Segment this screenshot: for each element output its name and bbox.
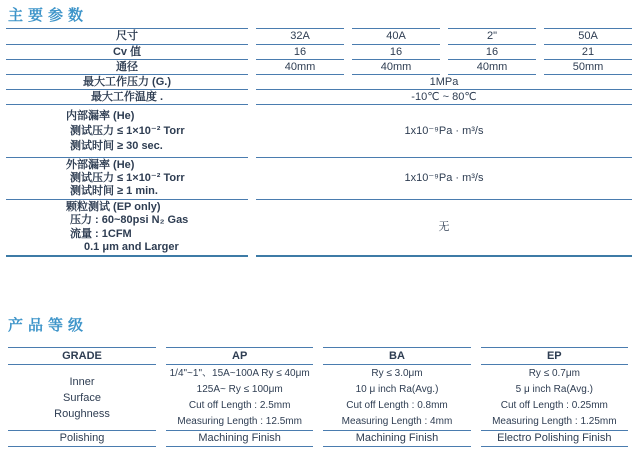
cell-max-temp: -10℃ ~ 80℃ [256, 90, 632, 105]
row-label-max-pressure: 最大工作压力 (G.) [6, 75, 248, 90]
polishing-label: Polishing [8, 431, 156, 447]
row-label-cv: Cv 值 [6, 45, 248, 60]
row-label-size: 尺寸 [6, 28, 248, 45]
table-row-outer-leak [6, 158, 632, 200]
roughness-ap-cell [166, 365, 313, 431]
cell-size-40a: 40A [352, 28, 440, 45]
ba-spec-line: 10 μ inch Ra(Avg.) [355, 383, 439, 395]
inner-leak-line: 测试时间 ≥ 30 sec. [70, 139, 163, 152]
grade-header-row [8, 347, 628, 365]
cell-bore-3: 40mm [448, 60, 536, 75]
roughness-ep-cell [481, 365, 628, 431]
cell-particle: 无 [256, 200, 632, 257]
main-parameters-table [6, 28, 632, 257]
ep-spec-line: 5 μ inch Ra(Avg.) [515, 383, 593, 395]
header-ap: AP [166, 347, 313, 365]
table-row-size [6, 28, 632, 45]
table-row-bore [6, 60, 632, 75]
row-label-particle [6, 200, 248, 257]
roughness-label-line: Roughness [54, 407, 110, 420]
polishing-ba: Machining Finish [323, 431, 470, 447]
table-row-max-pressure [6, 75, 632, 90]
ep-spec-line: Cut off Length : 0.25mm [500, 399, 608, 411]
ba-spec-line: Measuring Length : 4mm [341, 415, 453, 427]
particle-line: 颗粒测试 (EP only) [66, 200, 161, 213]
cell-size-32a: 32A [256, 28, 344, 45]
cell-size-50a: 50A [544, 28, 632, 45]
inner-leak-line: 测试压力 ≤ 1×10⁻² Torr [70, 124, 185, 137]
cell-max-pressure: 1MPa [256, 75, 632, 90]
cell-cv-4: 21 [544, 45, 632, 60]
roughness-row [8, 365, 628, 431]
roughness-ba-cell [323, 365, 470, 431]
header-ba: BA [323, 347, 470, 365]
polishing-row [8, 431, 628, 447]
outer-leak-line: 测试时间 ≥ 1 min. [70, 185, 158, 197]
ep-spec-line: Measuring Length : 1.25mm [492, 415, 617, 427]
table-row-cv [6, 45, 632, 60]
cell-bore-4: 50mm [544, 60, 632, 75]
product-grade-table [8, 347, 628, 447]
cell-size-2in: 2" [448, 28, 536, 45]
outer-leak-line: 外部漏率 (He) [66, 159, 135, 171]
main-parameters-title: 主要参数 [8, 6, 89, 24]
ap-spec-line: 1/4"~1"、15A~100A Ry ≤ 40μm [169, 367, 310, 379]
table-row-particle [6, 200, 632, 257]
product-grade-title: 产品等级 [8, 316, 89, 334]
inner-leak-line: 内部漏率 (He) [66, 109, 135, 122]
outer-leak-line: 测试压力 ≤ 1×10⁻² Torr [70, 172, 185, 184]
row-label-max-temp: 最大工作温度 . [6, 90, 248, 105]
cell-bore-1: 40mm [256, 60, 344, 75]
cell-cv-3: 16 [448, 45, 536, 60]
ep-spec-line: Ry ≤ 0.7μm [528, 367, 580, 379]
row-label-inner-leak [6, 105, 248, 158]
particle-line: 压力 : 60~80psi N₂ Gas [70, 214, 189, 226]
particle-line: 0.1 μm and Larger [84, 241, 179, 253]
polishing-ap: Machining Finish [166, 431, 313, 447]
cell-outer-leak: 1x10⁻⁹Pa · m³/s [256, 158, 632, 200]
cell-cv-2: 16 [352, 45, 440, 60]
table-row-inner-leak [6, 105, 632, 158]
roughness-label-line: Surface [63, 391, 101, 404]
header-ep: EP [481, 347, 628, 365]
row-label-outer-leak [6, 158, 248, 200]
roughness-label [8, 365, 156, 431]
ap-spec-line: 125A~ Ry ≤ 100μm [196, 383, 283, 395]
roughness-label-line: Inner [69, 375, 95, 388]
particle-line: 流量 : 1CFM [70, 227, 132, 240]
cell-cv-1: 16 [256, 45, 344, 60]
polishing-ep: Electro Polishing Finish [481, 431, 628, 447]
header-grade: GRADE [8, 347, 156, 365]
ap-spec-line: Cut off Length : 2.5mm [188, 399, 291, 411]
ba-spec-line: Ry ≤ 3.0μm [371, 367, 423, 379]
row-label-bore: 通径 [6, 60, 248, 75]
ba-spec-line: Cut off Length : 0.8mm [346, 399, 448, 411]
ap-spec-line: Measuring Length : 12.5mm [177, 415, 302, 427]
cell-inner-leak: 1x10⁻⁹Pa · m³/s [256, 105, 632, 158]
cell-bore-2: 40mm [352, 60, 440, 75]
table-row-max-temp [6, 90, 632, 105]
